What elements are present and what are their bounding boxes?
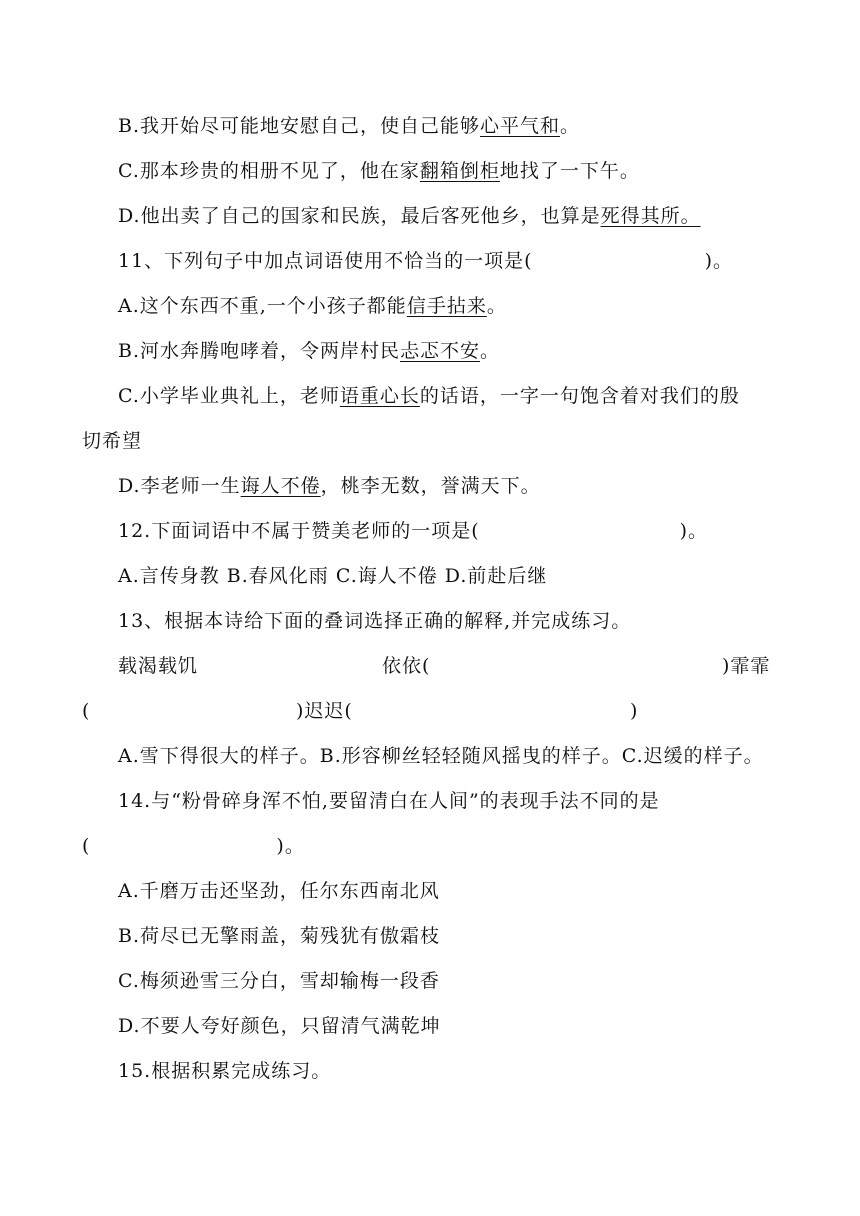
sentence-text: ，桃李无数，誉满天下。 [320, 475, 541, 497]
sentence-text: 。 [486, 295, 507, 317]
sentence-text: 地找了一下午。 [499, 160, 640, 182]
question-15 [118, 1059, 331, 1083]
term-text: )霏霏 [722, 655, 771, 677]
options-text: A.言传身教 B.春风化雨 C.诲人不倦 D.前赴后继 [118, 565, 548, 587]
option-b-line [118, 924, 440, 948]
poem-line: C.梅须逊雪三分白，雪却输梅一段香 [118, 970, 440, 992]
option-c-line [118, 384, 740, 408]
sentence-text: 。 [560, 115, 581, 137]
poem-line: A.千磨万击还坚劲，任尔东西南北风 [118, 880, 440, 902]
sentence-text: 的话语，一字一句饱含着对我们的殷 [419, 385, 740, 407]
option-c-continued [82, 429, 142, 453]
question-text: )。 [704, 250, 734, 272]
question-11 [118, 249, 733, 273]
sentence-text: D.李老师一生 [118, 475, 241, 497]
option-a-line [118, 879, 440, 903]
option-d-line [118, 1014, 441, 1038]
question-text: 14.与“粉骨碎身浑不怕,要留清白在人间”的表现手法不同的是 [118, 790, 660, 812]
sentence-text: A.这个东西不重,一个小孩子都能 [118, 295, 407, 317]
question-12 [118, 519, 708, 543]
option-b-line [118, 114, 580, 138]
underlined-idiom: 死得其所。 [600, 205, 701, 227]
term-text: ) [630, 700, 639, 722]
question-12-options [118, 564, 547, 588]
question-text: ( [82, 835, 91, 857]
question-13 [118, 609, 631, 633]
underlined-idiom: 语重心长 [339, 385, 420, 407]
underlined-idiom: 翻箱倒柜 [419, 160, 500, 182]
sentence-text: C.那本珍贵的相册不见了，他在家 [118, 160, 420, 182]
sentence-text: 切希望 [82, 430, 143, 452]
sentence-text: 。 [480, 340, 501, 362]
question-text: )。 [276, 835, 305, 857]
term-text: ( [82, 700, 91, 722]
underlined-idiom: 诲人不倦 [240, 475, 321, 497]
options-text: A.雪下得很大的样子。B.形容柳丝轻轻随风摇曳的样子。C.迟缓的样子。 [118, 745, 764, 767]
term-text: 依依( [382, 655, 431, 677]
sentence-text: B.河水奔腾咆哮着，令两岸村民 [118, 340, 401, 362]
question-text: 13、根据本诗给下面的叠词选择正确的解释,并完成练习。 [118, 610, 632, 632]
sentence-text: D.他出卖了自己的国家和民族，最后客死他乡，也算是 [118, 205, 601, 227]
option-d-line [118, 204, 701, 228]
question-14-blank-line [82, 834, 305, 858]
option-b-line [118, 339, 500, 363]
term-text: )迟迟( [296, 700, 353, 722]
question-13-blanks [82, 699, 642, 723]
underlined-idiom: 心平气和 [480, 115, 561, 137]
sentence-text: B.我开始尽可能地安慰自己，使自己能够 [118, 115, 481, 137]
sentence-text: C.小学毕业典礼上，老师 [118, 385, 340, 407]
question-14 [118, 789, 660, 813]
question-text: )。 [679, 520, 709, 542]
question-text: 15.根据积累完成练习。 [118, 1060, 332, 1082]
question-13-terms [118, 654, 784, 678]
poem-line: D.不要人夸好颜色，只留清气满乾坤 [118, 1015, 441, 1037]
option-c-line [118, 969, 440, 993]
question-13-options [118, 744, 764, 768]
option-a-line [118, 294, 507, 318]
underlined-idiom: 信手拈来 [406, 295, 487, 317]
underlined-idiom: 忐忑不安 [400, 340, 481, 362]
option-c-line [118, 159, 640, 183]
term-text: 载渴载饥 [118, 655, 199, 677]
question-text: 12.下面词语中不属于赞美老师的一项是( [118, 520, 480, 542]
poem-line: B.荷尽已无擎雨盖，菊残犹有傲霜枝 [118, 925, 441, 947]
question-text: 11、下列句子中加点词语使用不恰当的一项是( [118, 250, 533, 272]
option-d-line [118, 474, 541, 498]
